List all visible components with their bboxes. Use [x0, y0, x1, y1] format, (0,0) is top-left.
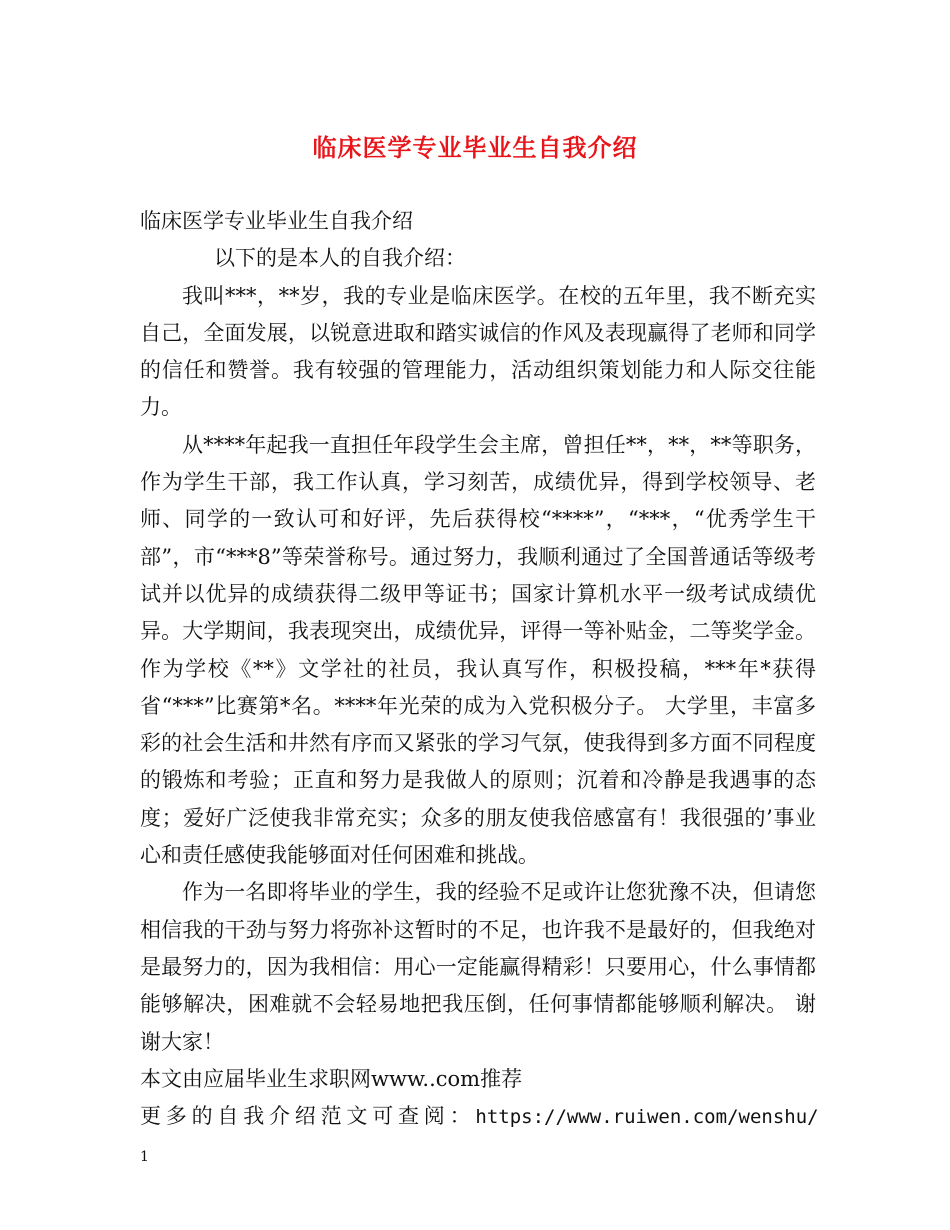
- paragraph-2: 从****年起我一直担任年段学生会主席，曾担任**，**，**等职务，作为学生干部，我工作认真，学习刻苦，成绩优异，得到学校领导、老师、同学的一致认可和好评，先后获得校“****”，“***，“优秀学生干部”，市“***8”等荣誉称号。通过努力，我顺利通过了全国普通话等级考试并以优异的成绩获得二级甲等证书；国家计算机水平一级考试成绩优异。大学期间，我表现突出，成绩优异，评得一等补贴金，二等奖学金。作为学校《**》文学社的社员，我认真写作，积极投稿，***年*获得省“***”比赛第*名。****年光荣的成为入党积极分子。 大学里，丰富多彩的社会生活和井然有序而又紧张的学习气氛，使我得到多方面不同程度的锻炼和考验；正直和努力是我做人的原则；沉着和冷静是我遇事的态度；爱好广泛使我非常充实；众多的朋友使我倍感富有！我很强的’事业心和责任感使我能够面对任何困难和挑战。: [140, 432, 816, 868]
- page-number: 1: [140, 1149, 149, 1165]
- footer-recommendation: 本文由应届毕业生求职网www..com推荐: [140, 1066, 523, 1091]
- document-heading: 临床医学专业毕业生自我介绍: [140, 209, 413, 233]
- more-samples-link[interactable]: https://www.ruiwen.com/wenshu/: [475, 1106, 819, 1129]
- more-samples-label: 更多的自我介绍范文可查阅：: [140, 1104, 476, 1129]
- paragraph-3: 作为一名即将毕业的学生，我的经验不足或许让您犹豫不决，但请您相信我的干劲与努力将弥补这暂时的不足，也许我不是最好的，但我绝对是最努力的，因为我相信：用心一定能赢得精彩！只要用心，什么事情都能够解决，困难就不会轻易地把我压倒，任何事情都能够顺利解决。 谢谢大家！: [140, 880, 816, 1054]
- intro-line: 以下的是本人的自我介绍：: [214, 246, 466, 271]
- document-body: [140, 203, 819, 1136]
- document-title: 临床医学专业毕业生自我介绍: [312, 134, 638, 162]
- paragraph-1: 我叫***，**岁，我的专业是临床医学。在校的五年里，我不断充实自己，全面发展，以锐意进取和踏实诚信的作风及表现赢得了老师和同学的信任和赞誉。我有较强的管理能力，活动组织策划能力和人际交往能力。: [140, 283, 816, 420]
- more-samples-line: [140, 1098, 819, 1136]
